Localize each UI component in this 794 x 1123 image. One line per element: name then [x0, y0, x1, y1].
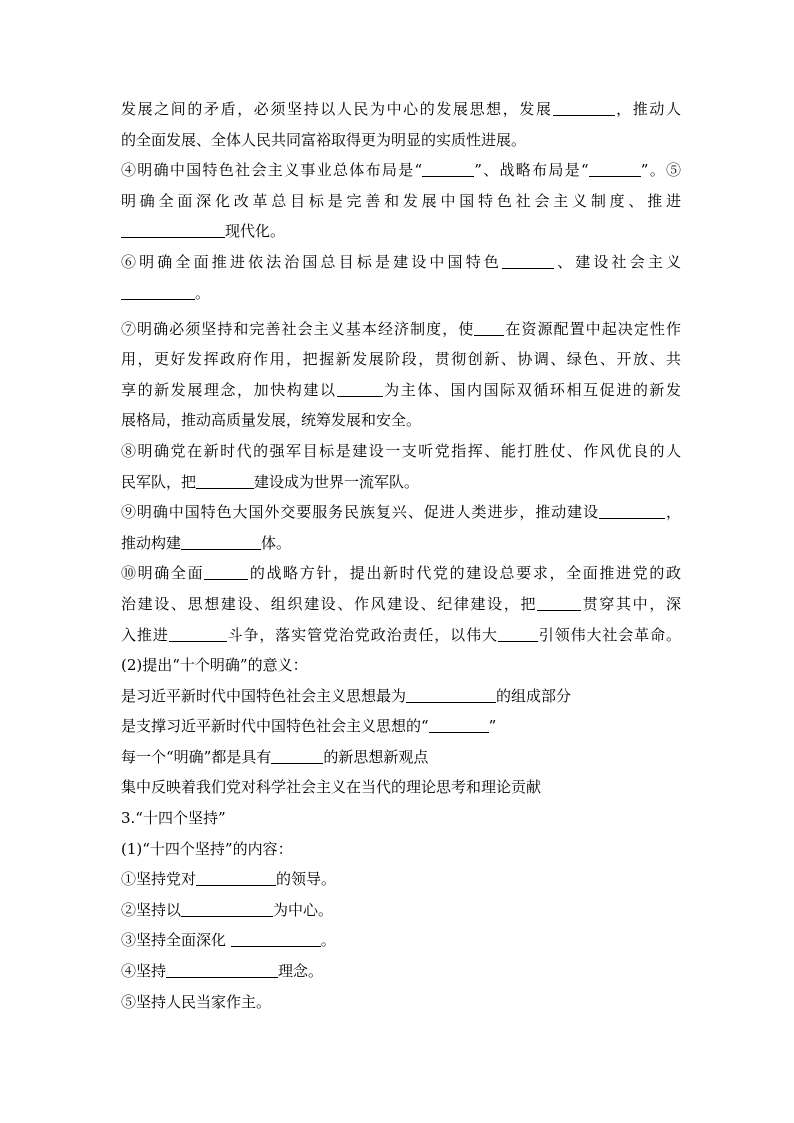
fill-blank[interactable]	[121, 282, 195, 300]
fill-blank[interactable]	[196, 868, 276, 886]
fill-blank[interactable]	[474, 318, 504, 336]
fill-blank[interactable]	[502, 251, 554, 269]
fill-blank[interactable]	[429, 715, 489, 733]
text-line: 民军队，把 建设成为世界一流军队。	[121, 472, 420, 491]
text-line: 展格局，推动高质量发展，统筹发展和安全。	[121, 411, 422, 430]
fill-blank[interactable]	[537, 593, 581, 611]
text-line: ⑩明确全面 的战略方针，提出新时代党的建设总要求，全面推进党的政	[121, 564, 681, 583]
fill-blank[interactable]	[181, 532, 261, 550]
document-page	[121, 94, 681, 1017]
text-line: ⑧明确党在新时代的强军目标是建设一支听党指挥、能打胜仗、作风优良的人	[121, 441, 681, 460]
text-line: ⑨明确中国特色大国外交要服务民族复兴、促进人类进步，推动建设 ，	[121, 503, 681, 522]
text-line: ④明确中国特色社会主义事业总体布局是“ ”、战略布局是“ ”。⑤	[121, 161, 682, 180]
fill-blank[interactable]	[169, 624, 227, 642]
fill-blank[interactable]	[271, 746, 323, 764]
text-line: 是支撑习近平新时代中国特色社会主义思想的“ ”	[121, 717, 497, 736]
fill-blank[interactable]	[166, 960, 278, 978]
text-line: ①坚持党对 的领导。	[121, 870, 337, 889]
section-heading: (2)提出“十个明确”的意义：	[121, 656, 308, 675]
fill-blank[interactable]	[181, 899, 273, 917]
fill-blank[interactable]	[422, 159, 474, 177]
fill-blank[interactable]	[406, 685, 496, 703]
text-line: 明确全面深化改革总目标是完善和发展中国特色社会主义制度、推进	[121, 191, 681, 210]
text-line: ④坚持 理念。	[121, 962, 324, 981]
text-line: ⑤坚持人民当家作主。	[121, 992, 272, 1011]
text-line: ⑥明确全面推进依法治国总目标是建设中国特色 、建设社会主义	[121, 252, 681, 271]
text-line: 的全面发展、全体人民共同富裕取得更为明显的实质性进展。	[121, 130, 527, 149]
text-line: 享的新发展理念，加快构建以 为主体、国内国际双循环相互促进的新发	[121, 380, 681, 399]
text-line: ⑦明确必须坚持和完善社会主义基本经济制度，使 在资源配置中起决定性作	[121, 319, 681, 338]
fill-blank[interactable]	[553, 98, 615, 116]
fill-blank[interactable]	[599, 501, 665, 519]
text-line: 。	[121, 278, 681, 314]
text-line: 入推进 斗争，落实管党治党政治责任，以伟大 引领伟大社会革命。	[121, 625, 681, 644]
fill-blank[interactable]	[231, 929, 321, 947]
text-line: 每一个“明确”都是具有 的新思想新观点	[121, 747, 429, 766]
fill-blank[interactable]	[204, 562, 248, 580]
fill-blank[interactable]	[196, 471, 254, 489]
text-line: ②坚持以 为中心。	[121, 900, 334, 919]
fill-blank[interactable]	[121, 220, 225, 238]
text-line: 推动构建 体。	[121, 533, 292, 552]
fill-blank[interactable]	[589, 159, 641, 177]
text-line: ③坚持全面深化 。	[121, 931, 336, 950]
text-line: 集中反映着我们党对科学社会主义在当代的理论思考和理论贡献	[121, 778, 542, 797]
text-line: 用，更好发挥政府作用，把握新发展阶段，贯彻创新、协调、绿色、开放、共	[121, 350, 681, 369]
text-line: 是习近平新时代中国特色社会主义思想最为 的组成部分	[121, 686, 572, 705]
section-heading: (1)“十四个坚持”的内容：	[121, 839, 293, 858]
section-heading: 3.“十四个坚持”	[121, 809, 226, 828]
fill-blank[interactable]	[337, 379, 383, 397]
fill-blank[interactable]	[498, 624, 538, 642]
text-line: 发展之间的矛盾，必须坚持以人民为中心的发展思想，发展 ，推动人	[121, 100, 681, 118]
text-line: 现代化。	[121, 216, 681, 247]
text-line: 治建设、思想建设、组织建设、作风建设、纪律建设，把 贯穿其中，深	[121, 594, 681, 613]
